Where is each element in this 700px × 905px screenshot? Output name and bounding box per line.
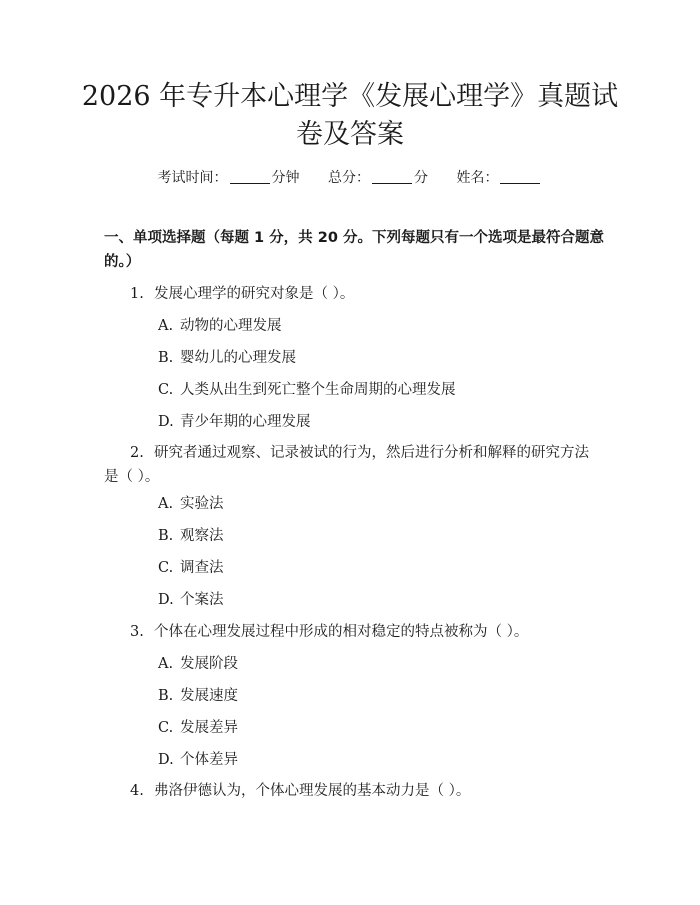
document-title: 2026 年专升本心理学《发展心理学》真题试卷及答案 — [81, 81, 619, 150]
option-1b — [158, 346, 296, 370]
option-text: 观察法 — [180, 528, 224, 544]
score-blank — [372, 169, 412, 184]
option-text: 实验法 — [180, 496, 224, 512]
option-text: 发展差异 — [180, 720, 238, 736]
option-letter: B. — [158, 688, 174, 704]
exam-time — [158, 168, 300, 188]
section-heading: 一、单项选择题（每题 1 分，共 20 分。下列每题只有一个选项是最符合题意的。） — [104, 230, 604, 270]
option-letter: D. — [158, 414, 174, 430]
option-text: 调查法 — [180, 560, 224, 576]
option-text: 个案法 — [180, 592, 224, 608]
time-blank — [230, 169, 270, 184]
option-letter: C. — [158, 382, 174, 398]
question-1 — [104, 282, 596, 306]
total-score — [328, 168, 428, 188]
option-3d — [158, 748, 238, 772]
score-label: 总分： — [328, 170, 370, 186]
option-3c — [158, 716, 238, 740]
option-text: 发展速度 — [180, 688, 238, 704]
question-number: 1. — [130, 286, 144, 302]
option-letter: C. — [158, 720, 174, 736]
time-unit: 分钟 — [271, 170, 300, 186]
option-1a — [158, 314, 282, 338]
option-letter: B. — [158, 350, 174, 366]
option-text: 青少年期的心理发展 — [180, 414, 311, 430]
option-3b — [158, 684, 238, 708]
question-3 — [104, 620, 596, 644]
option-letter: A. — [158, 496, 174, 512]
option-text: 动物的心理发展 — [180, 318, 282, 334]
option-text: 发展阶段 — [180, 656, 238, 672]
option-letter: A. — [158, 318, 174, 334]
question-text: 弗洛伊德认为，个体心理发展的基本动力是（ ）。 — [154, 783, 471, 799]
option-1d — [158, 410, 311, 434]
question-text: 研究者通过观察、记录被试的行为，然后进行分析和解释的研究方法是（ ）。 — [104, 445, 589, 485]
time-label: 考试时间： — [157, 170, 228, 186]
option-letter: A. — [158, 656, 174, 672]
score-unit: 分 — [414, 170, 428, 186]
exam-meta — [0, 168, 700, 188]
question-text: 个体在心理发展过程中形成的相对稳定的特点被称为（ ）。 — [154, 624, 529, 640]
question-text: 发展心理学的研究对象是（ ）。 — [154, 286, 355, 302]
option-text: 婴幼儿的心理发展 — [180, 350, 296, 366]
student-name — [456, 168, 542, 188]
option-2d — [158, 588, 224, 612]
option-2a — [158, 492, 224, 516]
option-letter: D. — [158, 592, 174, 608]
option-text: 人类从出生到死亡整个生命周期的心理发展 — [180, 382, 456, 398]
question-number: 2. — [130, 445, 144, 461]
option-1c — [158, 378, 456, 402]
question-4 — [104, 779, 596, 803]
option-letter: C. — [158, 560, 174, 576]
question-number: 3. — [130, 624, 144, 640]
option-3a — [158, 652, 238, 676]
option-letter: D. — [158, 752, 174, 768]
question-number: 4. — [130, 783, 144, 799]
option-text: 个体差异 — [180, 752, 238, 768]
option-2c — [158, 556, 224, 580]
option-2b — [158, 524, 224, 548]
question-2 — [104, 441, 596, 489]
name-label: 姓名： — [456, 170, 499, 186]
name-blank — [500, 169, 540, 184]
option-letter: B. — [158, 528, 174, 544]
